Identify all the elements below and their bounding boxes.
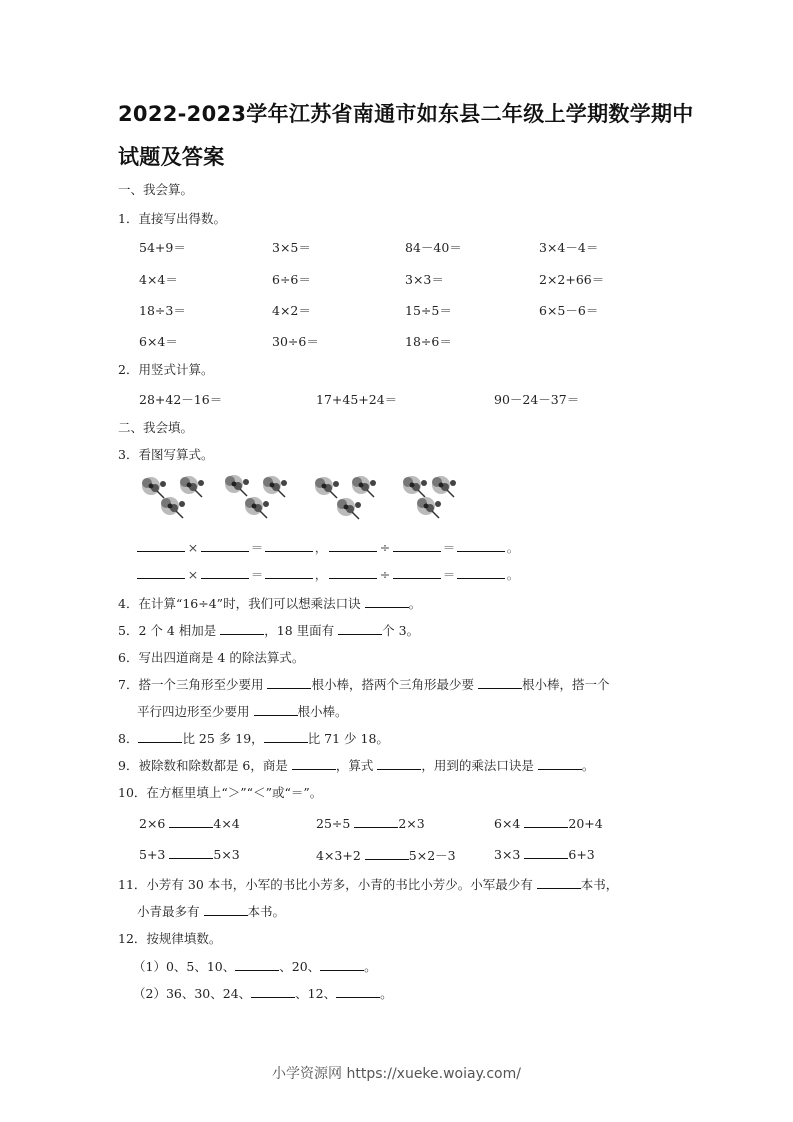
footer-watermark: 小学资源网 https://xueke.woiay.com/: [272, 1066, 521, 1082]
q6: 6．写出四道商是 4 的除法算式。: [118, 650, 305, 665]
flowers-image: [136, 470, 466, 530]
answer-blank[interactable]: [393, 566, 441, 579]
q5: 5．2 个 4 相加是 ，18 里面有 个 3。: [118, 623, 420, 638]
q10-item: 6×4 20+4: [494, 816, 603, 831]
q7-line1: 7．搭一个三角形至少要用 根小棒，搭两个三角形最少要 根小棒，搭一个: [118, 677, 610, 692]
q1-item: 3×5＝: [272, 240, 311, 255]
q3-label: 3．看图写算式。: [118, 447, 214, 462]
q1-item: 4×2＝: [272, 303, 311, 318]
answer-blank[interactable]: [220, 622, 264, 635]
answer-blank[interactable]: [235, 958, 279, 971]
answer-blank[interactable]: [254, 703, 298, 716]
answer-blank[interactable]: [377, 757, 421, 770]
answer-blank[interactable]: [329, 539, 377, 552]
answer-blank[interactable]: [267, 676, 311, 689]
answer-blank[interactable]: [329, 566, 377, 579]
q10-item: 3×3 6+3: [494, 847, 595, 862]
section2-heading: 二、我会填。: [118, 420, 194, 435]
q1-item: 6×5－6＝: [539, 303, 599, 318]
answer-blank[interactable]: [524, 846, 568, 859]
q1-item: 4×4＝: [139, 272, 178, 287]
answer-blank[interactable]: [538, 757, 582, 770]
q8: 8． 比 25 多 19， 比 71 少 18。: [118, 731, 389, 746]
answer-blank[interactable]: [537, 876, 581, 889]
answer-blank[interactable]: [138, 730, 182, 743]
q2-item: 90－24－37＝: [494, 392, 580, 407]
answer-blank[interactable]: [204, 903, 248, 916]
q1-item: 6÷6＝: [272, 272, 311, 287]
section1-heading: 一、我会算。: [118, 182, 194, 197]
q10-label: 10．在方框里填上“＞”“＜”或“＝”。: [118, 785, 323, 800]
answer-blank[interactable]: [292, 757, 336, 770]
q10-item: 4×3+2 5×2－3: [316, 848, 456, 863]
q11-line1: 11．小芳有 30 本书，小军的书比小芳多，小青的书比小芳少。小军最少有 本书，: [118, 877, 619, 892]
q1-item: 2×2+66＝: [539, 272, 605, 287]
answer-blank[interactable]: [169, 846, 213, 859]
answer-blank[interactable]: [201, 539, 249, 552]
q10-item: 25÷5 2×3: [316, 816, 425, 831]
q1-item: 30÷6＝: [272, 334, 319, 349]
q12-label: 12．按规律填数。: [118, 931, 222, 946]
q3-fill-row-1: × ＝ ， ÷ ＝ 。: [137, 538, 521, 556]
q2-item: 17+45+24＝: [316, 392, 398, 407]
q1-label: 1．直接写出得数。: [118, 211, 226, 226]
q7-line2: 平行四边形至少要用 根小棒。: [137, 704, 348, 719]
answer-blank[interactable]: [137, 566, 185, 579]
document-title-line1: 2022-2023学年江苏省南通市如东县二年级上学期数学期中: [118, 102, 694, 126]
q1-item: 3×4－4＝: [539, 240, 599, 255]
q12-sub1: （1）0、5、10、 、20、 。: [133, 959, 377, 974]
answer-blank[interactable]: [457, 539, 505, 552]
answer-blank[interactable]: [265, 566, 313, 579]
q4: 4．在计算“16÷4”时，我们可以想乘法口诀 。: [118, 596, 422, 611]
answer-blank[interactable]: [478, 676, 522, 689]
answer-blank[interactable]: [320, 958, 364, 971]
answer-blank[interactable]: [251, 985, 295, 998]
answer-blank[interactable]: [354, 815, 398, 828]
q1-item: 3×3＝: [405, 272, 444, 287]
q1-item: 54+9＝: [139, 240, 186, 255]
q10-item: 5+3 5×3: [139, 847, 240, 862]
answer-blank[interactable]: [336, 985, 380, 998]
answer-blank[interactable]: [393, 539, 441, 552]
q2-label: 2．用竖式计算。: [118, 362, 214, 377]
answer-blank[interactable]: [201, 566, 249, 579]
answer-blank[interactable]: [365, 847, 409, 860]
q1-item: 18÷3＝: [139, 303, 186, 318]
answer-blank[interactable]: [457, 566, 505, 579]
answer-blank[interactable]: [137, 539, 185, 552]
answer-blank[interactable]: [265, 539, 313, 552]
q1-item: 6×4＝: [139, 334, 178, 349]
q2-item: 28+42－16＝: [139, 392, 223, 407]
q9: 9．被除数和除数都是 6，商是 ，算式 ，用到的乘法口诀是 。: [118, 758, 595, 773]
answer-blank[interactable]: [169, 815, 213, 828]
answer-blank[interactable]: [524, 815, 568, 828]
answer-blank[interactable]: [264, 730, 308, 743]
q12-sub2: （2）36、30、24、 、12、 。: [133, 986, 393, 1001]
q3-fill-row-2: × ＝ ， ÷ ＝ 。: [137, 565, 521, 583]
answer-blank[interactable]: [365, 595, 409, 608]
answer-blank[interactable]: [338, 622, 382, 635]
document-title-line2: 试题及答案: [118, 145, 225, 169]
q1-item: 18÷6＝: [405, 334, 452, 349]
q1-item: 84－40＝: [405, 240, 462, 255]
q1-item: 15÷5＝: [405, 303, 452, 318]
q11-line2: 小青最多有 本书。: [137, 904, 286, 919]
q10-item: 2×6 4×4: [139, 816, 240, 831]
